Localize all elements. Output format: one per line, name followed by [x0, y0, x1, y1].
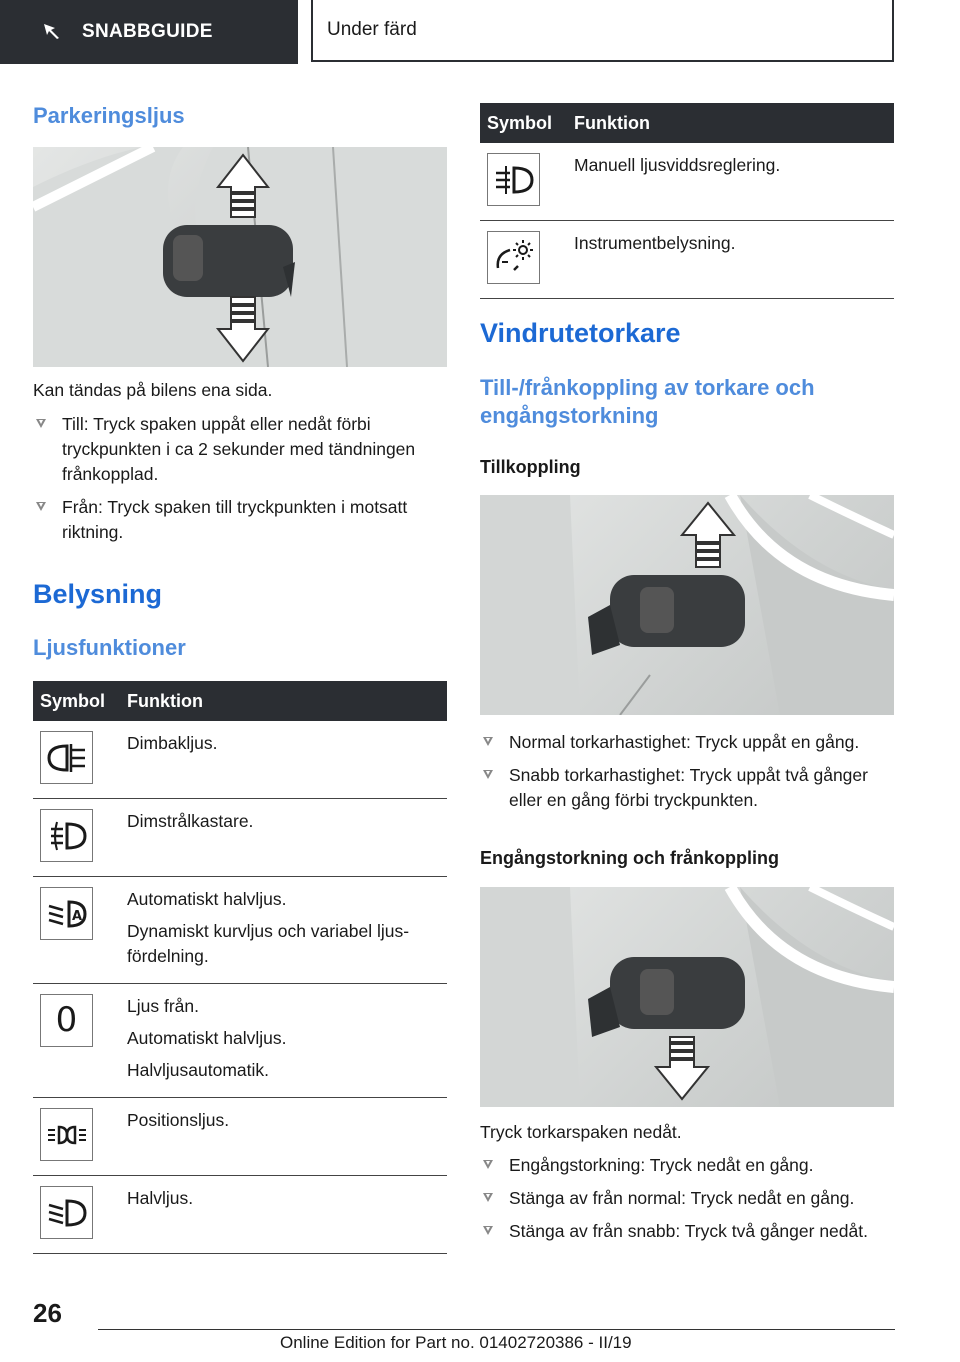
footer-divider: [98, 1329, 895, 1330]
table-row: A Automatiskt halvljus. Dynamiskt kurvljus och variabel ljusfördelning.: [33, 877, 447, 984]
table-row: Dimstrålkastare.: [33, 799, 447, 877]
light-functions-table: [33, 681, 447, 1254]
triangle-bullet-icon: [36, 502, 46, 511]
parking-lever-illustration: [33, 147, 447, 367]
page-number: 26: [33, 1298, 62, 1328]
star-icon: [42, 18, 64, 46]
single-wipe-bullets: [480, 1153, 894, 1252]
headlight-range-icon: [487, 153, 540, 206]
section-label: SNABBGUIDE: [82, 21, 213, 42]
lighting-heading: Belysning: [33, 579, 163, 609]
list-item: Engångstorkning: Tryck nedåt en gång.: [480, 1153, 894, 1178]
parking-intro: Kan tändas på bilens ena sida.: [33, 380, 273, 400]
light-functions-heading: Ljusfunktioner: [33, 635, 186, 660]
list-item: Från: Tryck spaken till tryckpunkten i motsatt riktning.: [33, 495, 447, 545]
parking-heading: Parkeringsljus: [33, 103, 185, 128]
table-row: Dimbakljus.: [33, 721, 447, 799]
table-row: Halvljus.: [33, 1176, 447, 1254]
instrument-lighting-icon: [487, 231, 540, 284]
col-symbol: Symbol: [480, 103, 567, 143]
rear-fog-light-icon: [40, 731, 93, 784]
single-wipe-intro: Tryck torkarspaken nedåt.: [480, 1122, 682, 1142]
triangle-bullet-icon: [483, 1226, 493, 1235]
triangle-bullet-icon: [483, 1160, 493, 1169]
triangle-bullet-icon: [36, 419, 46, 428]
table-row: Positionsljus.: [33, 1098, 447, 1176]
lights-off-icon: 0: [40, 994, 93, 1047]
col-symbol: Symbol: [33, 681, 120, 721]
on-bullets: [480, 730, 894, 821]
triangle-bullet-icon: [483, 770, 493, 779]
table-row: Instrumentbelysning.: [480, 221, 894, 299]
wipers-subheading: Till-/frånkoppling av torkare och engångstorkning: [480, 375, 815, 428]
list-item: Stänga av från normal: Tryck nedåt en gång.: [480, 1186, 894, 1211]
list-item: Normal torkarhastighet: Tryck uppåt en gång.: [480, 730, 894, 755]
parking-bullets: [33, 412, 447, 553]
chapter-label: Under färd: [327, 19, 417, 40]
wipers-heading: Vindrutetorkare: [480, 318, 681, 348]
low-beam-icon: [40, 1186, 93, 1239]
list-item: Till: Tryck spaken uppåt eller nedåt förbi tryckpunkten i ca 2 sekunder med tändningen frånkopplad.: [33, 412, 447, 487]
section-tab[interactable]: [0, 0, 298, 64]
list-item: Stänga av från snabb: Tryck två gånger nedåt.: [480, 1219, 894, 1244]
col-function: Funktion: [120, 681, 447, 721]
on-heading: Tillkoppling: [480, 457, 581, 477]
extra-light-functions-table: [480, 103, 894, 299]
triangle-bullet-icon: [483, 1193, 493, 1202]
parking-light-icon: [40, 1108, 93, 1161]
front-fog-light-icon: [40, 809, 93, 862]
col-function: Funktion: [567, 103, 894, 143]
svg-text:A: A: [71, 908, 82, 924]
edition-text: Online Edition for Part no. 01402720386 - II/19: [280, 1333, 632, 1352]
auto-low-beam-icon: [40, 887, 93, 940]
table-row: Manuell ljusviddsreglering.: [480, 143, 894, 221]
table-row: 0 Ljus från. Automatiskt halvljus. Halvljusautomatik.: [33, 984, 447, 1098]
wiper-lever-down-illustration: [480, 887, 894, 1107]
wiper-lever-up-illustration: [480, 495, 894, 715]
list-item: Snabb torkarhastighet: Tryck uppåt två gånger eller en gång förbi tryckpunkten.: [480, 763, 894, 813]
triangle-bullet-icon: [483, 737, 493, 746]
chapter-tab[interactable]: [311, 0, 894, 62]
single-wipe-heading: Engångstorkning och frånkoppling: [480, 848, 779, 868]
